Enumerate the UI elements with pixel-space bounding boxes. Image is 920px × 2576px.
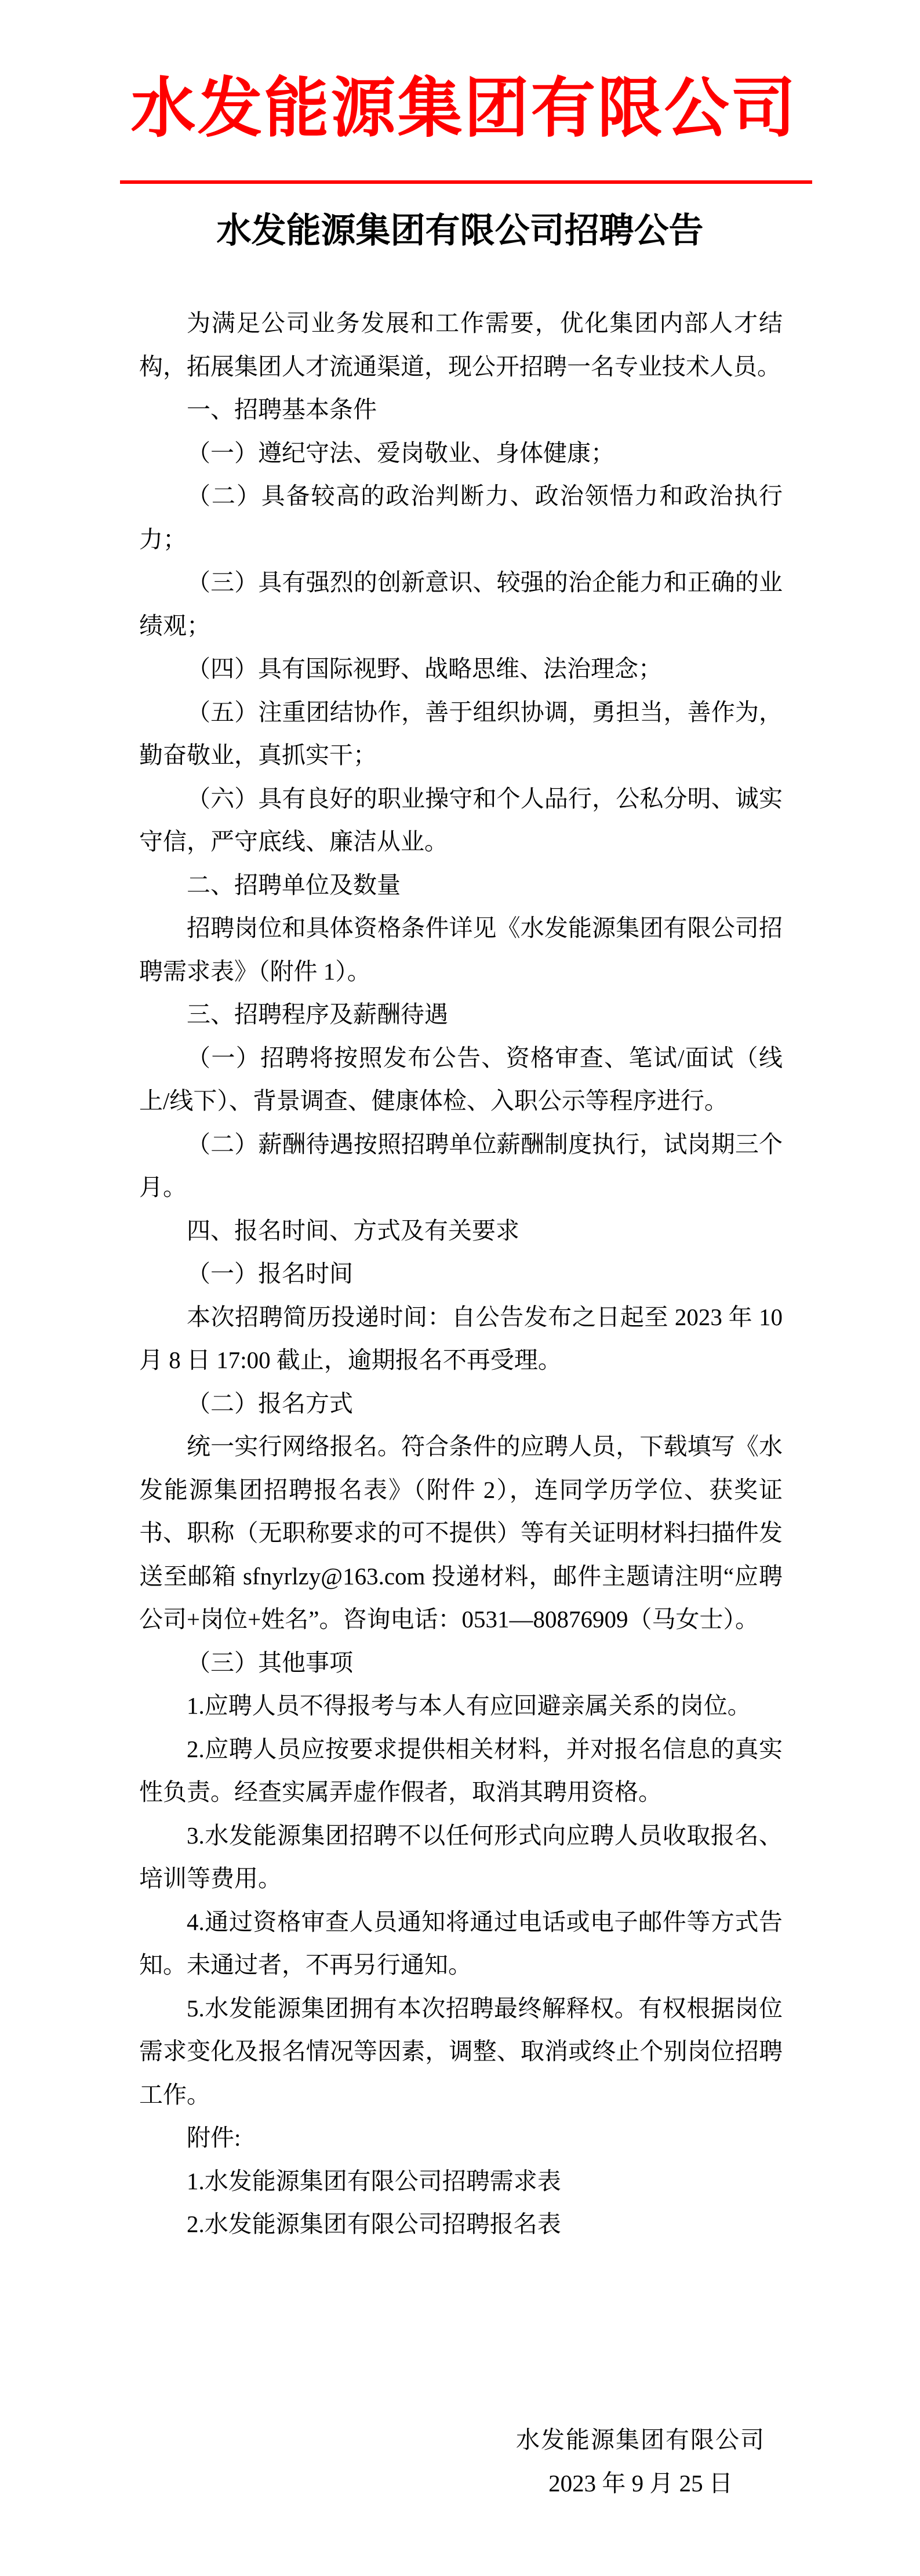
paragraph: 为满足公司业务发展和工作需要，优化集团内部人才结构，拓展集团人才流通渠道，现公开招聘一名专业技术人员。 bbox=[139, 310, 783, 380]
paragraph: （六）具有良好的职业操守和个人品行，公私分明、诚实守信，严守底线、廉洁从业。 bbox=[139, 785, 783, 855]
paragraph: 招聘岗位和具体资格条件详见《水发能源集团有限公司招聘需求表》（附件 1）。 bbox=[139, 915, 783, 985]
paragraph: 二、招聘单位及数量 bbox=[187, 871, 401, 898]
notice-body bbox=[139, 302, 783, 2246]
paragraph: 1.应聘人员不得报考与本人有应回避亲属关系的岗位。 bbox=[187, 1692, 751, 1719]
paragraph: 3.水发能源集团招聘不以任何形式向应聘人员收取报名、培训等费用。 bbox=[139, 1822, 783, 1892]
paragraph: （一）遵纪守法、爱岗敬业、身体健康； bbox=[187, 439, 614, 466]
paragraph: （四）具有国际视野、战略思维、法治理念； bbox=[187, 655, 662, 682]
paragraph: 一、招聘基本条件 bbox=[187, 396, 377, 423]
paragraph: （二）报名方式 bbox=[187, 1389, 353, 1417]
paragraph: （三）其他事项 bbox=[187, 1649, 353, 1676]
paragraph: 本次招聘简历投递时间：自公告发布之日起至 2023 年 10 月 8 日 17:00 截止，逾期报名不再受理。 bbox=[139, 1303, 783, 1373]
paragraph: （二）薪酬待遇按照招聘单位薪酬制度执行，试岗期三个月。 bbox=[139, 1130, 783, 1200]
paragraph: （二）具备较高的政治判断力、政治领悟力和政治执行力； bbox=[139, 482, 783, 553]
paragraph: 统一实行网络报名。符合条件的应聘人员，下载填写《水发能源集团招聘报名表》（附件 2），连同学历学位、获奖证书、职称（无职称要求的可不提供）等有关证明材料扫描件发送至邮箱 sfnyrlzy@163.com 投递材料，邮件主题请注明“应聘公司+岗位+姓名”。咨询电话：0531—80876909（马女士）。 bbox=[139, 1433, 783, 1632]
paragraph: 三、招聘程序及薪酬待遇 bbox=[187, 1001, 448, 1028]
paragraph: （一）招聘将按照发布公告、资格审查、笔试/面试（线上/线下）、背景调查、健康体检、入职公示等程序进行。 bbox=[139, 1044, 783, 1114]
paragraph: （三）具有强烈的创新意识、较强的治企能力和正确的业绩观； bbox=[139, 569, 783, 639]
letterhead-title: 水发能源集团有限公司 bbox=[130, 73, 798, 145]
paragraph: （五）注重团结协作，善于组织协调，勇担当，善作为，勤奋敬业，真抓实干； bbox=[139, 698, 783, 768]
paragraph: 附件: bbox=[187, 2124, 241, 2151]
paragraph: 4.通过资格审查人员通知将通过电话或电子邮件等方式告知。未通过者，不再另行通知。 bbox=[139, 1908, 783, 1978]
red-divider-line bbox=[120, 180, 812, 184]
paragraph: （一）报名时间 bbox=[187, 1260, 353, 1287]
paragraph: 5.水发能源集团拥有本次招聘最终解释权。有权根据岗位需求变化及报名情况等因素，调整、取消或终止个别岗位招聘工作。 bbox=[139, 1994, 783, 2108]
signature-date: 2023 年 9 月 25 日 bbox=[548, 2469, 733, 2497]
signature-block bbox=[515, 2418, 766, 2505]
paragraph: 2.水发能源集团有限公司招聘报名表 bbox=[187, 2211, 561, 2237]
signature-company: 水发能源集团有限公司 bbox=[516, 2426, 765, 2453]
paragraph: 2.应聘人员应按要求提供相关材料，并对报名信息的真实性负责。经查实属弄虚作假者，取消其聘用资格。 bbox=[139, 1735, 783, 1805]
paragraph: 1.水发能源集团有限公司招聘需求表 bbox=[187, 2167, 561, 2194]
paragraph: 四、报名时间、方式及有关要求 bbox=[187, 1217, 519, 1244]
notice-title: 水发能源集团有限公司招聘公告 bbox=[216, 212, 704, 250]
